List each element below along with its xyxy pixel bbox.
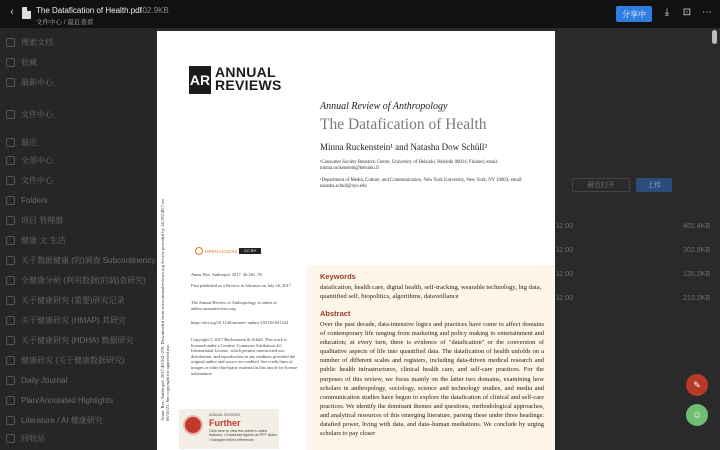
item-icon (6, 38, 15, 47)
online-note: The Annual Review of Anthropology is online at anthro.annualreviews.org (191, 300, 277, 311)
open-access-icon (195, 247, 203, 255)
sidebar-item[interactable]: 健康研究 (关于健康数据研究) (6, 352, 125, 368)
item-icon (6, 196, 15, 205)
sidebar-item[interactable]: 最新中心 (6, 74, 53, 90)
sidebar-item[interactable]: Daily Journal (6, 372, 67, 388)
file-row[interactable]: 11:00 213.2KB (556, 295, 710, 302)
sidebar-item[interactable]: 文件中心 (6, 106, 53, 122)
file-row[interactable]: 11:00 302.9KB (556, 247, 710, 254)
sidebar-item[interactable]: 项目 管理器 (6, 212, 63, 228)
preview-topbar (0, 0, 720, 28)
item-icon (6, 396, 15, 405)
affiliation-1: ¹Consumer Society Research Centre, University of Helsinki, Helsinki 00014, Finland; email: minna.ruckenstein@helsinki.fi (320, 160, 499, 171)
item-icon (6, 156, 15, 165)
item-icon (6, 256, 15, 265)
item-icon (6, 58, 15, 67)
item-icon (6, 336, 15, 345)
item-icon (6, 416, 15, 425)
annual-reviews-logo: AR (189, 66, 211, 94)
item-icon (6, 138, 15, 147)
assistant-icon[interactable]: ☺ (686, 404, 708, 426)
copyright-note: Copyright © 2017 Ruckenstein & Schüll. This work is licensed under a Creative Commons Attribution 4.0 International License, which permits unrestricted use, distribution, and reproduction in any medium, provided the original author and source are credited. See credit lines of images or other third-party material in this article for license information (191, 337, 298, 376)
translate-icon[interactable]: ✎ (686, 374, 708, 396)
bookmark-icon[interactable]: ⊡ (682, 7, 692, 18)
item-icon (6, 216, 15, 225)
logo-wordmark: ANNUAL REVIEWS (215, 64, 282, 93)
sidebar-item[interactable]: 全部中心 (6, 152, 53, 168)
journal-name: Annual Review of Anthropology (320, 101, 448, 112)
sidebar-item[interactable]: 关于健康研究 (重要)研究记录 (6, 292, 125, 308)
file-row[interactable]: 11:00 465.4KB (556, 223, 710, 230)
item-icon (6, 176, 15, 185)
keywords-text: datafication, health care, digital health, self-tracking, wearable technology, big data, quantified self, biopolitics, algorithms, dataveillance (320, 284, 542, 300)
open-access-badge: OPEN ACCESS CC BY (195, 247, 261, 255)
further-features-box[interactable]: ANNUAL REVIEWS Further Click here to view this article's online features: • Download figures as PPT slides • Navigate linked references (179, 409, 279, 449)
doi-link[interactable]: https://doi.org/10.1146/annurev-anthro-102116-041244 (191, 320, 289, 325)
item-icon (6, 316, 15, 325)
scrollbar[interactable] (711, 28, 717, 450)
background-sidebar (0, 28, 156, 450)
publication-date: First published as a Review in Advance on July 26, 2017 (191, 283, 291, 288)
item-icon (6, 296, 15, 305)
abstract-heading: Abstract (320, 309, 351, 318)
document-icon (22, 7, 31, 19)
item-icon (6, 110, 15, 119)
sidebar-item[interactable]: 关于健康研究 (HDHA) 数据研究 (6, 332, 133, 348)
item-icon (6, 78, 15, 87)
abstract-text: Over the past decade, data-intensive logics and practices have come to affect domains of contemporary life ranging from marketing and policy making to entertainment and education; at every turn, there is evidence of "datafication" or the conversion of qualitative aspects of life into quantified data. The datafication of health unfolds on a number of different scales and registers, including data-driven medical research and public health infrastructures, clinical health care, and self-care practices. For the purposes of this review, we focus mainly on the latter two domains, examining how scholars in anthropology, sociology, science and technology studies, and media and communication studies have begun to explore the datafication of clinical and self-care practices. We identify the dominant themes and questions, methodological approaches, and analytical resources of this emerging literature, parsing these under three headings: datafied power, living with data, and data–human mediations. We conclude by urging scholars to pay closer (320, 321, 544, 438)
sidebar-item[interactable]: 全健康分析 (利用数据(的调)查研究) (6, 272, 146, 288)
cc-license-badge: CC BY (239, 248, 261, 254)
sidebar-item[interactable]: 回收站 (6, 430, 45, 446)
sidebar-item[interactable]: Plan/Annotated Highlights (6, 392, 113, 408)
keywords-heading: Keywords (320, 272, 356, 281)
file-size: 302.9KB (138, 6, 169, 15)
file-name: The Datafication of Health.pdf (36, 6, 142, 15)
item-icon (6, 276, 15, 285)
sidebar-item[interactable]: 文件中心 (6, 172, 53, 188)
sidebar-item[interactable]: Literature / AI 健康研究 (6, 412, 103, 428)
authors: Minna Ruckenstein¹ and Natasha Dow Schüll² (320, 142, 488, 152)
sidebar-item[interactable]: 关于健康研究 (HMAP) 其研究 (6, 312, 126, 328)
download-icon[interactable]: ⤓ (664, 7, 670, 18)
sidebar-item[interactable]: 最近 (6, 134, 37, 150)
item-icon (6, 376, 15, 385)
sidebar-item[interactable]: 健康 文 生活 (6, 232, 65, 248)
more-icon[interactable]: ⋯ (702, 7, 712, 18)
citation: Annu. Rev. Anthropol. 2017. 46:261–78 (191, 272, 262, 277)
upload-button[interactable]: 上传 (636, 178, 672, 192)
article-title: The Datafication of Health (320, 116, 487, 133)
sidebar-item[interactable]: 搜索文档 (6, 34, 53, 50)
sidebar-item[interactable]: 收藏 (6, 54, 37, 70)
breadcrumb[interactable]: 文件中心 / 最近查看 (36, 19, 94, 26)
back-icon[interactable]: ‹ (10, 6, 14, 18)
download-note: Annu. Rev. Anthropol. 2017.46:261-278. Downloaded from www.annualreviews.org Access provided by 14.192.49.7 on 06/10/21. See copyright for approved use. (160, 199, 171, 421)
file-row[interactable]: 11:00 135.2KB (556, 271, 710, 278)
share-button[interactable]: 分享中 (616, 6, 652, 22)
trash-icon (6, 434, 15, 443)
scrollbar-thumb[interactable] (712, 30, 717, 44)
item-icon (6, 236, 15, 245)
sidebar-item[interactable]: 关于数据健康 (的)调查 Subcontinency (6, 252, 155, 268)
item-icon (6, 356, 15, 365)
recent-button[interactable]: 最近打开 (572, 178, 630, 192)
affiliation-2: ²Department of Media, Culture, and Communication, New York University, New York, NY 10003; email: natasha.schull@nyu.edu (320, 178, 523, 189)
sidebar-item[interactable]: Folders (6, 192, 48, 208)
further-icon (183, 415, 203, 435)
pdf-page (157, 31, 555, 450)
